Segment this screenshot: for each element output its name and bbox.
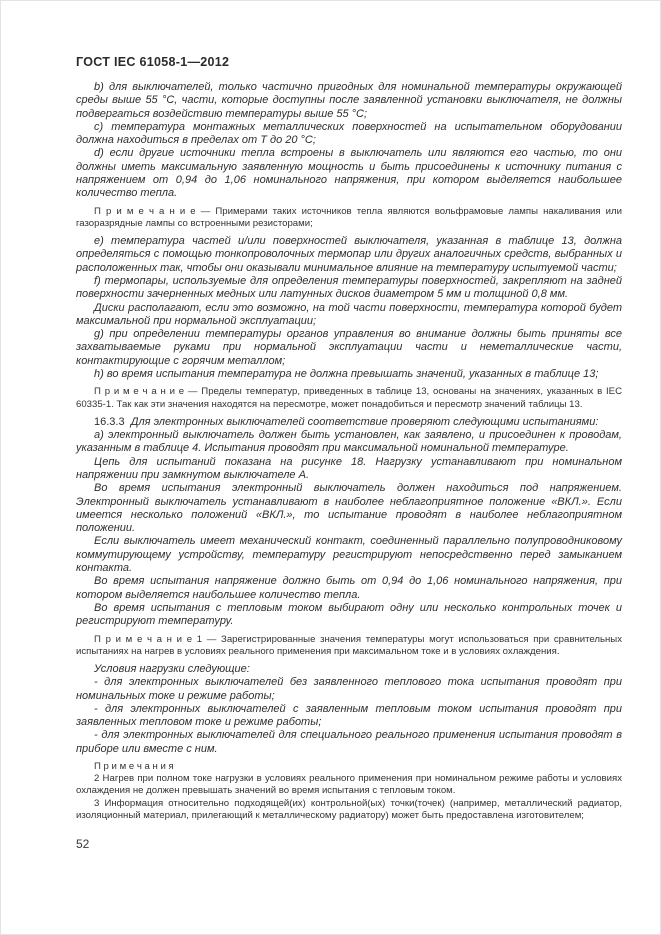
paragraph-disks: Диски располагают, если это возможно, на той части поверхности, температура которой будет максимальной при нормальной эксплуатации; <box>76 301 622 327</box>
paragraph-item-b: b) для выключателей, только частично пригодных для номинальной температуры окружающей среды выше 55 °С, части, которые доступны после заявленной установки выключателя, не должны подвергаться воздействию температуры выше 55 °С; <box>76 81 622 120</box>
paragraph-test-voltage: Во время испытания напряжение должно быть от 0,94 до 1,06 номинального напряжения, при котором выделяется наибольшее количество тепла. <box>76 575 622 601</box>
note-1-registered-values: П р и м е ч а н и е 1 — Зарегистрированные значения температуры могут использоваться при сравнительных испытаниях на нагрев в условиях реального применения при максимальном токе и в условиях охлаждения. <box>76 633 622 657</box>
paragraph-item-a: а) электронный выключатель должен быть установлен, как заявлено, и присоединен к проводам, указанным в таблице 4. Испытания проводят при максимальной номинальной температуре. <box>76 429 622 455</box>
note-2-heating: 2 Нагрев при полном токе нагрузки в условиях реального применения при номинальном режиме работы и условиях охлаждения не должен превышать значений во время испытания с тепловым током. <box>76 773 622 797</box>
paragraph-dash-declared-current: - для электронных выключателей с заявленным тепловым током испытания проводят при заявленных тепловом токе и режиме работы; <box>76 702 622 729</box>
paragraph-item-c: c) температура монтажных металлических поверхностей на испытательном оборудовании должна находиться в пределах от Т до 20 °С; <box>76 120 622 147</box>
note-temperature-limits: П р и м е ч а н и е — Пределы температур, приведенных в таблице 13, основаны на значениях, указанных в IEC 60335-1. Так как эти значения находятся на пересмотре, может понадобиться и пересмотр значений таблицы 13. <box>76 386 622 410</box>
clause-text: Для электронных выключателей соответствие проверяют следующими испытаниями: <box>130 415 599 428</box>
paragraph-test-circuit: Цепь для испытаний показана на рисунке 18. Нагрузку устанавливают при номинальном напряжении при замкнутом выключателе А. <box>76 455 622 481</box>
clause-number: 16.3.3 <box>94 415 125 428</box>
notes-group-header: П р и м е ч а н и я <box>94 760 174 772</box>
paragraph-energized-switch: Во время испытания электронный выключатель должен находиться под напряжением. Электронный выключатель устанавливают в наиболее неблагоприятное положение «ВКЛ.». Если имеется несколько положений «ВКЛ.», то испытание проводят в наиболее неблагоприятном положении. <box>76 482 622 535</box>
paragraph-dash-no-declared-current: - для электронных выключателей без заявленного теплового тока испытания проводят при номинальных токе и режиме работы; <box>76 676 622 702</box>
paragraph-item-h: h) во время испытания температура не должна превышать значений, указанных в таблице 13; <box>94 368 599 381</box>
paragraph-mechanical-contact: Если выключатель имеет механический контакт, соединенный параллельно полупроводниковому коммутирующему устройству, температуру регистрируют непосредственно перед замыканием контакта. <box>76 535 622 575</box>
document-standard-header: ГОСТ IEC 61058-1—2012 <box>76 55 230 69</box>
paragraph-item-d: d) если другие источники тепла встроены в выключатель или являются его частью, то они должны иметь максимальную заявленную мощность и быть присоединены к источнику питания с напряжением от 0,94 до 1,06 номинального напряжения, при котором выделяется наибольшее количество тепла. <box>76 147 622 200</box>
paragraph-dash-special-application: - для электронных выключателей для специального реального применения испытания проводят в приборе или вместе с ним. <box>76 729 622 755</box>
note-3-control-points: 3 Информация относительно подходящей(их) контрольной(ых) точки(точек) (например, металлический радиатор, изоляционный материал, прилегающий к металлическому радиатору) может быть предоставлена изготовителем; <box>76 797 622 821</box>
clause-heading-16-3-3 <box>76 416 622 429</box>
paragraph-item-f: f) термопары, используемые для определения температуры поверхностей, закрепляют на задней поверхности зачерненных медных или латунных дисков диаметром 5 мм и толщиной 0,8 мм. <box>76 274 622 301</box>
paragraph-item-e: е) температура частей и/или поверхностей выключателя, указанная в таблице 13, должна определяться с помощью тонкопроволочных термопар или других аналогичных средств, выбранных и расположенных так, чтобы они оказывали минимальное влияние на температуру испытуемой части; <box>76 235 622 274</box>
paragraph-load-conditions: Условия нагрузки следующие: <box>94 662 250 675</box>
paragraph-item-g: g) при определении температуры органов управления во внимание должны быть приняты все захватываемые руками при нормальной эксплуатации части и неметаллические части, контактирующие с горячим металлом; <box>76 328 622 367</box>
document-body <box>76 81 622 822</box>
page-number: 52 <box>76 837 90 851</box>
note-heat-sources: П р и м е ч а н и е — Примерами таких источников тепла являются вольфрамовые лампы накаливания или газоразрядные лампы со встроенными резисторами; <box>76 205 622 229</box>
paragraph-thermal-current: Во время испытания с тепловым током выбирают одну или несколько контрольных точек и регистрируют температуру. <box>76 601 622 628</box>
